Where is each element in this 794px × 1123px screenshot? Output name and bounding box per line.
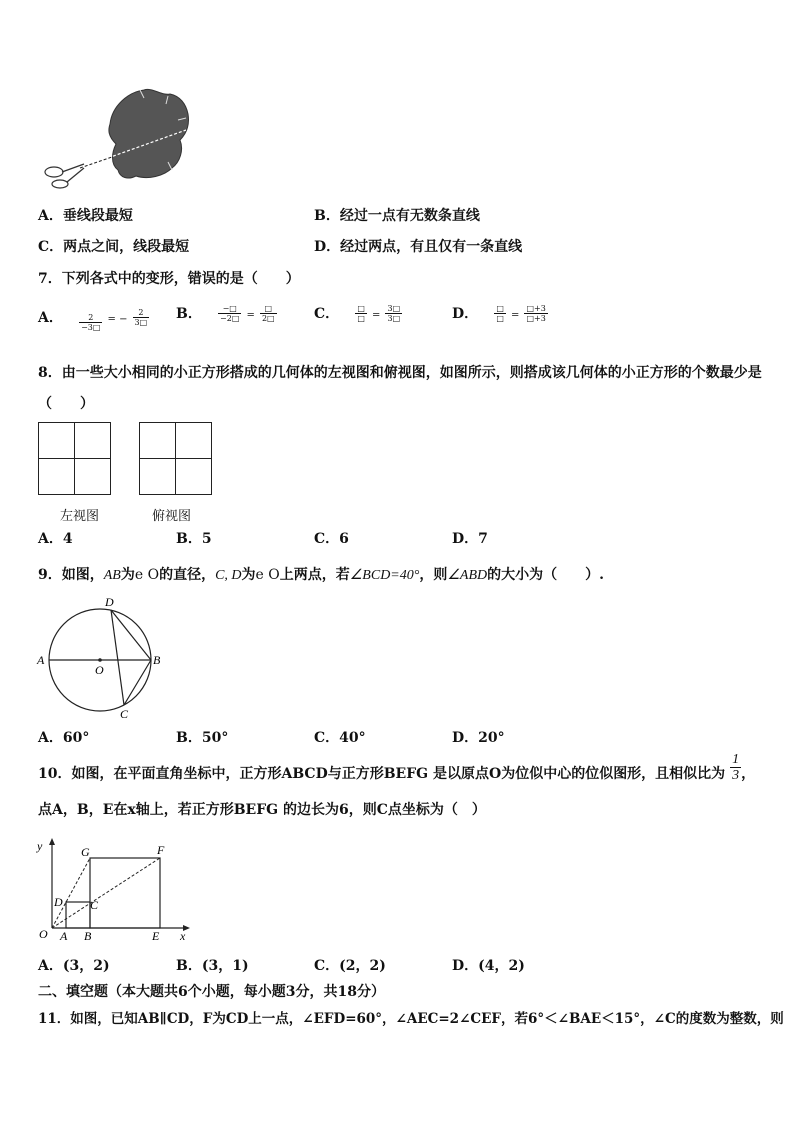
- coordinate-diagram: [34, 836, 194, 944]
- fraction-numerator: □+3: [526, 304, 546, 313]
- fraction-denominator: −3□: [81, 323, 101, 332]
- leaf-scissors-figure: [40, 84, 200, 202]
- fraction-denominator: □+3: [526, 314, 546, 323]
- q7-b-rhs-fraction: [260, 304, 277, 323]
- fraction-numerator: □: [357, 304, 365, 313]
- stem-text: 9．如图，: [38, 567, 104, 583]
- q7-d-rhs-fraction: [524, 304, 547, 323]
- stem-text: ，则: [419, 567, 448, 583]
- math-symbol: e O: [134, 567, 160, 583]
- q8-option-b: B．5: [176, 531, 212, 547]
- stem-text: 10．如图，在平面直角坐标中，正方形ABCD与正方形BEFG 是以原点O为位似中心的位似图形，且相似比为: [38, 766, 726, 782]
- label-c: C: [120, 707, 129, 721]
- q9-option-c: C．40°: [314, 730, 366, 746]
- q10-option-c: C．(2，2): [314, 958, 386, 974]
- equals-sign: =: [510, 310, 520, 321]
- equals-sign: =: [246, 310, 255, 321]
- label-y: y: [37, 839, 43, 853]
- fraction-denominator: 3□: [387, 314, 401, 323]
- q7-option-letter: D．: [452, 306, 479, 322]
- cut-line-ext: [80, 157, 112, 168]
- fraction-denominator: 3□: [134, 318, 148, 327]
- left-view-grid: [38, 422, 112, 496]
- fraction-numerator: 1: [732, 751, 740, 767]
- q7-c-rhs-fraction: [385, 304, 402, 323]
- label-o: O: [39, 927, 48, 941]
- fraction-numerator: □: [260, 304, 277, 314]
- dashed-of: [52, 858, 160, 928]
- label-b: B: [153, 653, 161, 667]
- q7-option-c: [314, 303, 402, 323]
- q10-option-b: B．(3，1): [176, 958, 249, 974]
- fraction-denominator: 3: [732, 767, 740, 783]
- q10-option-d: D．(4，2): [452, 958, 525, 974]
- q7-a-rhs-fraction: [133, 308, 150, 327]
- q7-option-letter: C．: [314, 306, 340, 322]
- fraction-denominator: −2□: [220, 314, 240, 323]
- left-view-caption: 左视图: [60, 509, 100, 524]
- q8-stem-line2: （ ）: [38, 396, 94, 412]
- label-b: B: [84, 929, 92, 943]
- q7-option-letter: B．: [176, 306, 202, 322]
- label-d: D: [54, 895, 63, 909]
- stem-text: 的直径，: [159, 567, 216, 583]
- q8-option-a: A．4: [38, 531, 73, 547]
- top-view-grid: [139, 422, 213, 496]
- label-a: A: [37, 653, 45, 667]
- label-x: x: [180, 929, 186, 943]
- stem-text: 为: [241, 567, 256, 583]
- fraction-denominator: □: [357, 314, 365, 323]
- fraction-denominator: □: [496, 314, 504, 323]
- math-symbol: AB: [103, 568, 121, 583]
- stem-text: ，: [741, 766, 756, 782]
- q9-option-a: A．60°: [38, 730, 90, 746]
- q9-option-d: D．20°: [452, 730, 505, 746]
- fraction-denominator: 2□: [261, 314, 275, 323]
- label-o: O: [95, 663, 104, 677]
- q7-a-lhs-fraction: [79, 313, 102, 332]
- q6-option-d: D．经过两点，有且仅有一条直线: [314, 239, 523, 255]
- label-d: D: [105, 595, 114, 609]
- ratio-fraction: [730, 752, 741, 783]
- equals-sign: =: [372, 310, 381, 321]
- q6-option-c: C．两点之间，线段最短: [38, 239, 190, 255]
- fraction-numerator: −□: [218, 304, 241, 314]
- center-dot: [98, 658, 102, 662]
- q9-option-b: B．50°: [176, 730, 229, 746]
- q10-stem-line2: 点A，B，E在x轴上，若正方形BEFG 的边长为6，则C点坐标为（ ）: [38, 802, 486, 818]
- q9-stem: [38, 566, 604, 585]
- q6-option-b: B．经过一点有无数条直线: [314, 208, 480, 224]
- dashed-og: [52, 858, 90, 928]
- stem-text: 为: [120, 567, 135, 583]
- q6-option-a: A．垂线段最短: [38, 208, 133, 224]
- q7-b-lhs-fraction: [218, 304, 241, 323]
- q7-c-lhs-fraction: [355, 304, 367, 323]
- q7-option-b: [176, 303, 277, 323]
- q7-stem: 7．下列各式中的变形，错误的是（ ）: [38, 271, 300, 287]
- q7-option-letter: A．: [38, 310, 63, 326]
- math-symbol: ∠ABD: [447, 568, 488, 583]
- equals-sign: = −: [107, 314, 128, 325]
- fraction-numerator: 2: [133, 308, 150, 318]
- math-symbol: ∠BCD=40°: [349, 568, 420, 583]
- q7-option-d: [452, 303, 548, 323]
- fraction-numerator: 3□: [387, 304, 401, 313]
- q7-d-lhs-fraction: [494, 304, 506, 323]
- stem-text: 的大小为（ ）.: [487, 567, 604, 583]
- chord-cb: [124, 660, 151, 705]
- q10-stem-line1: [38, 751, 756, 783]
- label-e: E: [152, 929, 160, 943]
- top-view-caption: 俯视图: [152, 509, 192, 524]
- q8-option-c: C．6: [314, 531, 349, 547]
- fraction-numerator: 2: [79, 313, 102, 323]
- circle-diagram: [34, 594, 170, 722]
- math-symbol: C, D: [215, 568, 242, 583]
- label-f: F: [157, 843, 165, 857]
- q8-option-d: D．7: [452, 531, 488, 547]
- q8-stem-line1: 8．由一些大小相同的小正方形搭成的几何体的左视图和俯视图，如图所示，则搭成该几何体的小正方形的个数最少是: [38, 365, 762, 381]
- label-g: G: [81, 845, 90, 859]
- math-symbol: e O: [255, 567, 280, 583]
- q7-option-a: [38, 303, 149, 332]
- y-axis-arrow: [49, 838, 55, 845]
- label-a: A: [60, 929, 68, 943]
- q10-option-a: A．(3，2): [38, 958, 110, 974]
- fraction-numerator: □: [496, 304, 504, 313]
- square-bgfe: [90, 858, 160, 928]
- scissors-icon: [45, 164, 84, 188]
- label-c: C: [90, 898, 99, 912]
- q11-stem: 11．如图，已知AB∥CD，F为CD上一点，∠EFD=60°，∠AEC=2∠CEF，若6°＜∠BAE＜15°，∠C的度数为整数，则: [38, 1011, 784, 1027]
- stem-text: 上两点，若: [279, 567, 350, 583]
- section2-heading: 二、填空题（本大题共6个小题，每小题3分，共18分）: [38, 984, 385, 1000]
